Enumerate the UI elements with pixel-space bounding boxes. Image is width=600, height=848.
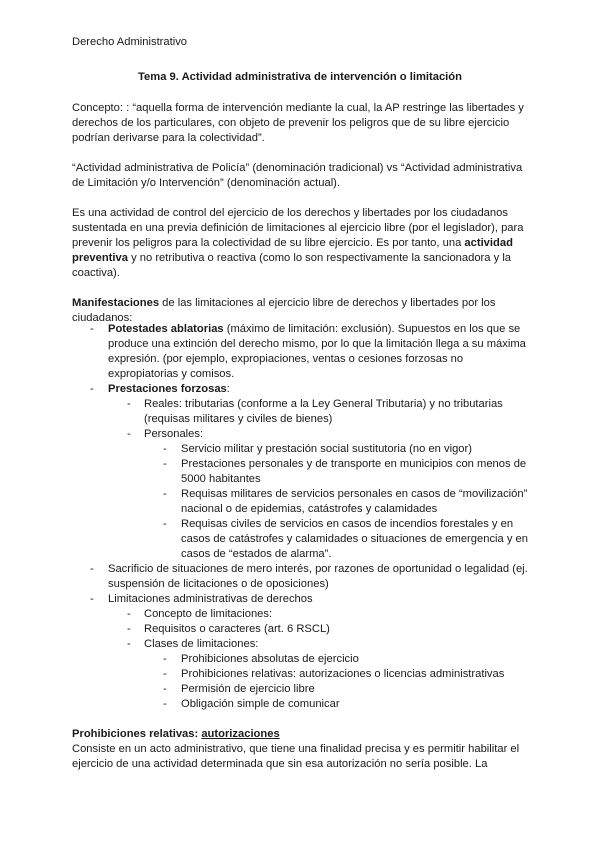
list-item-requisas-militares: Requisas militares de servicios personales en casos de “movilización” nacional o de epidemias, catástrofes y calamidades: [181, 488, 528, 515]
list-bullet: -: [163, 653, 167, 665]
list-bullet: -: [127, 428, 131, 440]
list-bullet: -: [127, 398, 131, 410]
list-item-servicio-militar: Servicio militar y prestación social sustitutoria (no en vigor): [181, 443, 472, 455]
list-item-requisitos: Requisitos o caracteres (art. 6 RSCL): [144, 623, 330, 635]
section-heading-autorizaciones: Prohibiciones relativas: autorizaciones: [72, 728, 280, 740]
list-bullet: -: [127, 608, 131, 620]
list-bullet: -: [127, 638, 131, 650]
list-bullet: -: [90, 323, 94, 335]
list-item-prestaciones-personales: Prestaciones personales y de transporte en municipios con menos de 5000 habitantes: [181, 458, 527, 485]
list-item-clases: Clases de limitaciones:: [144, 638, 259, 650]
list-item-prohibiciones-absolutas: Prohibiciones absolutas de ejercicio: [181, 653, 359, 665]
list-item-reales: Reales: tributarias (conforme a la Ley General Tributaria) y no tributarias (requisas militares y civiles de bienes): [144, 398, 503, 425]
list-bullet: -: [127, 623, 131, 635]
list-bullet: -: [163, 668, 167, 680]
list-bullet: -: [163, 443, 167, 455]
paragraph-actividad: Es una actividad de control del ejercicio de los derechos y libertades por los ciudadanos sustentada en una previa definición de limitaciones al ejercicio libre (por el legislador), para prevenir los peligros para la colectividad de su libre ejercicio. Es por tanto, una actividad preventiva y no retributiva o reactiva (como lo son respectivamente la sancionadora y la coactiva).: [72, 207, 524, 279]
page-header: Derecho Administrativo: [72, 36, 188, 48]
list-bullet: -: [163, 518, 167, 530]
list-item-personales: Personales:: [144, 428, 204, 440]
list-item-prestaciones: Prestaciones forzosas:: [108, 383, 230, 395]
list-bullet: -: [163, 488, 167, 500]
list-item-limitaciones: Limitaciones administrativas de derechos: [108, 593, 313, 605]
list-item-prohibiciones-relativas: Prohibiciones relativas: autorizaciones o licencias administrativas: [181, 668, 505, 680]
list-bullet: -: [163, 683, 167, 695]
paragraph-concepto: Concepto: : “aquella forma de intervención mediante la cual, la AP restringe las libertades y derechos de los particulares, con objeto de prevenir los peligros que de su libre ejercicio podrían derivarse para la colectividad”.: [72, 102, 524, 144]
list-bullet: -: [90, 593, 94, 605]
paragraph-denominacion: “Actividad administrativa de Policía” (denominación tradicional) vs “Actividad administrativa de Limitación y/o Intervención” (denominación actual).: [72, 162, 523, 189]
list-bullet: -: [163, 458, 167, 470]
list-item-potestades: Potestades ablatorias (máximo de limitación: exclusión). Supuestos en los que se produce una extinción del derecho mismo, por lo que la limitación llega a su máxima expresión. (por ejemplo, expropiaciones, ventas o cesiones forzosas no expropiatorias y comisos.: [108, 323, 526, 380]
list-item-requisas-civiles: Requisas civiles de servicios en casos de incendios forestales y en casos de catástrofes y calamidades o situaciones de emergencia y en casos de “estados de alarma”.: [181, 518, 529, 560]
list-bullet: -: [90, 563, 94, 575]
paragraph-manifestaciones: Manifestaciones de las limitaciones al ejercicio libre de derechos y libertades por los ciudadanos:: [72, 297, 496, 324]
list-item-permision: Permisión de ejercicio libre: [181, 683, 315, 695]
list-item-obligacion: Obligación simple de comunicar: [181, 698, 340, 710]
list-item-concepto: Concepto de limitaciones:: [144, 608, 273, 620]
document-title: Tema 9. Actividad administrativa de intervención o limitación: [138, 71, 462, 83]
list-bullet: -: [163, 698, 167, 710]
list-bullet: -: [90, 383, 94, 395]
paragraph-autorizaciones: Consiste en un acto administrativo, que tiene una finalidad precisa y es permitir habilitar el ejercicio de una actividad determinada que sin esa autorización no sería posible. La: [72, 743, 520, 770]
list-item-sacrificio: Sacrificio de situaciones de mero interés, por razones de oportunidad o legalidad (ej. suspensión de licitaciones o de oposiciones): [108, 563, 528, 590]
